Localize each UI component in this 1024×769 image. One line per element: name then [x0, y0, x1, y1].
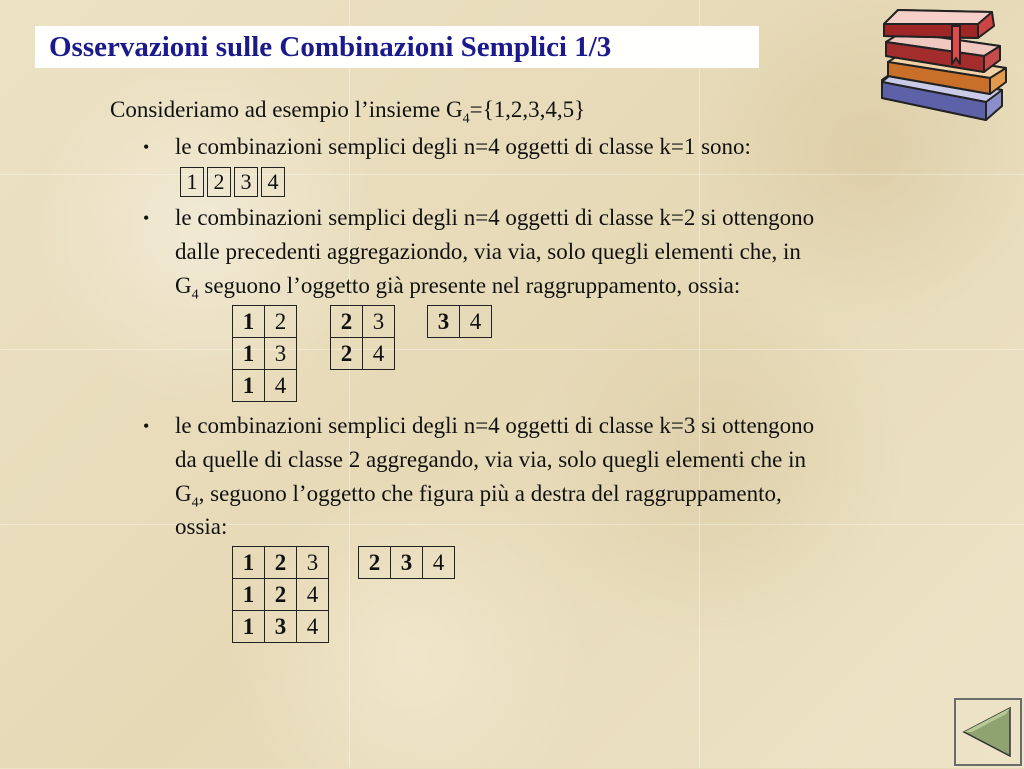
k3-g-symbol: G — [175, 481, 192, 506]
k2-table-2 — [330, 305, 395, 370]
k1-cell: 2 — [208, 168, 231, 197]
k3-subscript: 4 — [191, 495, 199, 511]
table-cell: 4 — [460, 306, 492, 338]
bullet-icon: • — [143, 137, 150, 157]
table-cell: 1 — [233, 579, 265, 611]
table-cell: 1 — [233, 611, 265, 643]
intro-set: ={1,2,3,4,5} — [469, 97, 586, 122]
k3-table-1 — [232, 546, 329, 643]
k1-table — [180, 167, 285, 197]
table-cell: 1 — [233, 338, 265, 370]
table-cell: 2 — [331, 338, 363, 370]
table-cell: 3 — [428, 306, 460, 338]
title-box — [35, 26, 759, 68]
table-cell: 4 — [265, 370, 297, 402]
k2-line-3-text: seguono l’oggetto già presente nel raggruppamento, ossia: — [198, 273, 741, 298]
intro-text: Consideriamo ad esempio l’insieme G — [110, 97, 463, 122]
bullet-icon: • — [143, 416, 150, 436]
k2-line-2: dalle precedenti aggregaziondo, via via, solo quegli elementi che, in — [175, 239, 801, 264]
intro-subscript: 4 — [462, 111, 470, 127]
table-cell: 1 — [233, 370, 265, 402]
background-seam — [699, 0, 700, 768]
table-cell: 3 — [391, 547, 423, 579]
table-cell: 4 — [423, 547, 455, 579]
table-row — [428, 306, 492, 338]
table-cell: 3 — [265, 338, 297, 370]
table-cell: 1 — [233, 547, 265, 579]
books-illustration — [874, 2, 1024, 127]
table-cell: 4 — [363, 338, 395, 370]
table-row — [233, 611, 329, 643]
table-row — [359, 547, 455, 579]
k3-line-3-text: , seguono l’oggetto che figura più a destra del raggruppamento, — [198, 481, 782, 506]
background-seam — [0, 349, 1024, 350]
previous-slide-button[interactable] — [954, 698, 1022, 766]
table-row — [331, 338, 395, 370]
table-row — [233, 306, 297, 338]
k2-g-symbol: G — [175, 273, 192, 298]
table-row — [233, 370, 297, 402]
table-row — [233, 547, 329, 579]
table-cell: 2 — [265, 547, 297, 579]
k1-cell: 4 — [262, 168, 285, 197]
table-row — [233, 338, 297, 370]
k3-table-2 — [358, 546, 455, 579]
table-cell: 2 — [331, 306, 363, 338]
bullet-icon: • — [143, 208, 150, 228]
k2-line-3 — [175, 273, 741, 303]
triangle-left-icon — [956, 700, 1020, 764]
k3-line-1: le combinazioni semplici degli n=4 oggetti di classe k=3 si ottengono — [175, 413, 815, 438]
table-cell: 3 — [265, 611, 297, 643]
table-cell: 1 — [233, 306, 265, 338]
table-cell: 2 — [265, 306, 297, 338]
k3-line-2: da quelle di classe 2 aggregando, via via, solo quegli elementi che in — [175, 447, 807, 472]
table-cell: 4 — [297, 611, 329, 643]
table-cell: 3 — [297, 547, 329, 579]
k1-cell: 3 — [235, 168, 258, 197]
table-cell: 2 — [265, 579, 297, 611]
intro-line — [110, 97, 586, 127]
k3-line-4: ossia: — [175, 514, 228, 539]
k2-subscript: 4 — [191, 287, 199, 303]
k3-line-3 — [175, 481, 782, 511]
k2-line-1: le combinazioni semplici degli n=4 oggetti di classe k=2 si ottengono — [175, 205, 815, 230]
background-seam — [0, 174, 1024, 175]
table-cell: 2 — [359, 547, 391, 579]
table-cell: 3 — [363, 306, 395, 338]
k2-table-3 — [427, 305, 492, 338]
k1-cell: 1 — [181, 168, 204, 197]
table-cell: 4 — [297, 579, 329, 611]
slide-title: Osservazioni sulle Combinazioni Semplici 1/3 — [49, 31, 612, 63]
table-row — [233, 579, 329, 611]
background-seam — [0, 524, 1024, 525]
table-row — [331, 306, 395, 338]
k2-table-1 — [232, 305, 297, 402]
k1-text: le combinazioni semplici degli n=4 oggetti di classe k=1 sono: — [175, 134, 751, 159]
